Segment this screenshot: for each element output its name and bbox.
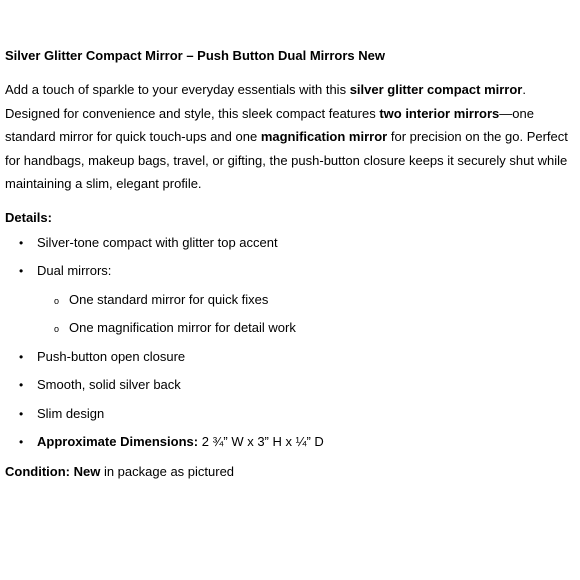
- list-item: [5, 261, 577, 338]
- list-item: [5, 233, 577, 253]
- mirrors-sublist: [37, 290, 577, 339]
- list-item: [5, 404, 577, 424]
- condition-rest: in package as pictured: [100, 463, 235, 479]
- details-item-1: Silver-tone compact with glitter top accent: [37, 234, 278, 250]
- listing-description: [5, 45, 577, 483]
- dimensions-label: Approximate Dimensions:: [37, 434, 199, 449]
- intro-bold-1: silver glitter compact mirror: [349, 82, 523, 97]
- intro-text-1: Add a touch of sparkle to your everyday essentials with this: [5, 82, 350, 97]
- sub-list-item: [37, 318, 577, 338]
- dimensions-value: 2 ¾” W x 3” H x ¼” D: [198, 434, 324, 449]
- details-item-4: Smooth, solid silver back: [37, 377, 181, 392]
- intro-bold-2: two interior mirrors: [379, 105, 500, 121]
- details-item-5: Slim design: [37, 405, 105, 421]
- details-sub-item-1: One standard mirror for quick fixes: [69, 291, 269, 307]
- details-heading: Details:: [5, 209, 52, 225]
- details-sub-item-2: One magnification mirror for detail work: [69, 320, 296, 335]
- list-item: [5, 375, 577, 395]
- intro-paragraph: [5, 78, 577, 196]
- listing-title: Silver Glitter Compact Mirror – Push Button Dual Mirrors New: [5, 48, 385, 63]
- intro-text-4: for precision on the go. Perfect for handbags, makeup bags, travel, or gifting, the push-button closure keeps it securely shut while maintaining a slim, elegant profile.: [5, 129, 568, 191]
- condition-value: New: [73, 463, 101, 479]
- intro-bold-3: magnification mirror: [260, 129, 388, 144]
- condition-line: [5, 461, 577, 483]
- condition-label: Condition:: [5, 463, 70, 479]
- intro-text-3: —one standard mirror for quick touch-ups and one: [5, 105, 534, 144]
- details-item-2: Dual mirrors:: [37, 263, 112, 278]
- intro-text-2: . Designed for convenience and style, this sleek compact features: [5, 82, 526, 121]
- details-list: [5, 233, 577, 453]
- details-item-3: Push-button open closure: [37, 348, 186, 364]
- sub-list-item: [37, 290, 577, 310]
- list-item: [5, 347, 577, 367]
- list-item: [5, 432, 577, 452]
